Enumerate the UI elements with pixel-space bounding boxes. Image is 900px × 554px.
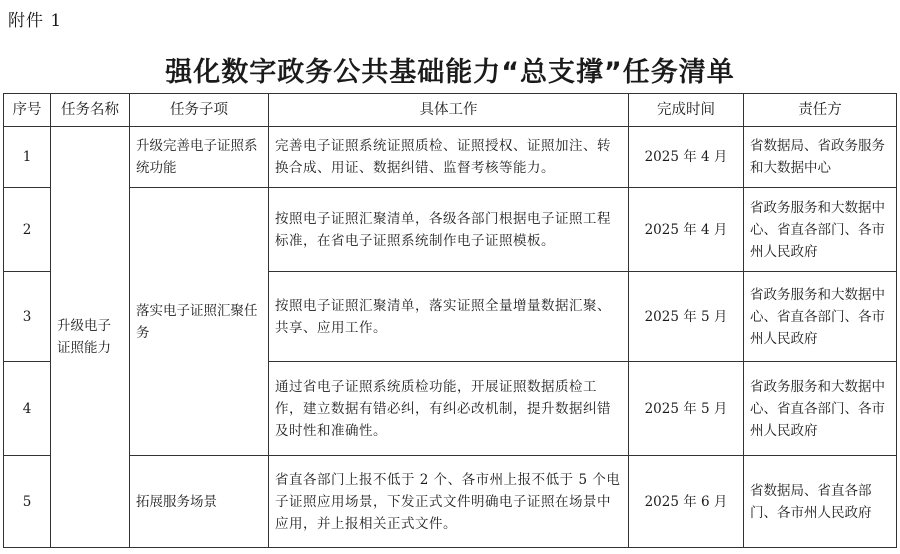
header-work: 具体工作 bbox=[269, 94, 629, 127]
header-task-name: 任务名称 bbox=[51, 94, 130, 127]
row-number: 4 bbox=[4, 362, 51, 456]
work-cell: 按照电子证照汇聚清单，落实证照全量增量数据汇聚、共享、应用工作。 bbox=[269, 272, 629, 362]
deadline-cell: 2025 年 5 月 bbox=[629, 272, 744, 362]
table-row bbox=[4, 127, 897, 188]
work-cell: 按照电子证照汇聚清单，各级各部门根据电子证照工程标准，在省电子证照系统制作电子证照模板。 bbox=[269, 188, 629, 272]
row-number: 2 bbox=[4, 188, 51, 272]
task-list-table bbox=[3, 93, 897, 548]
table-row bbox=[4, 456, 897, 548]
attachment-label: 附件 1 bbox=[8, 11, 63, 31]
row-number: 5 bbox=[4, 456, 51, 548]
work-cell: 完善电子证照系统证照质检、证照授权、证照加注、转换合成、用证、数据纠错、监督考核等能力。 bbox=[269, 127, 629, 188]
header-owner: 责任方 bbox=[744, 94, 897, 127]
subtask-cell: 落实电子证照汇聚任务 bbox=[130, 188, 269, 456]
table-header-row bbox=[4, 94, 897, 127]
header-deadline: 完成时间 bbox=[629, 94, 744, 127]
subtask-cell: 升级完善电子证照系统功能 bbox=[130, 127, 269, 188]
owner-cell: 省政务服务和大数据中心、省直各部门、各市州人民政府 bbox=[744, 272, 897, 362]
header-serial: 序号 bbox=[4, 94, 51, 127]
deadline-cell: 2025 年 4 月 bbox=[629, 127, 744, 188]
owner-cell: 省数据局、省政务服务和大数据中心 bbox=[744, 127, 897, 188]
owner-cell: 省政务服务和大数据中心、省直各部门、各市州人民政府 bbox=[744, 362, 897, 456]
work-cell: 通过省电子证照系统质检功能，开展证照数据质检工作，建立数据有错必纠，有纠必改机制，提升数据纠错及时性和准确性。 bbox=[269, 362, 629, 456]
owner-cell: 省政务服务和大数据中心、省直各部门、各市州人民政府 bbox=[744, 188, 897, 272]
deadline-cell: 2025 年 4 月 bbox=[629, 188, 744, 272]
document-title: 强化数字政务公共基础能力“总支撑”任务清单 bbox=[165, 57, 735, 88]
owner-cell: 省数据局、省直各部门、各市州人民政府 bbox=[744, 456, 897, 548]
deadline-cell: 2025 年 5 月 bbox=[629, 362, 744, 456]
header-subtask: 任务子项 bbox=[130, 94, 269, 127]
row-number: 3 bbox=[4, 272, 51, 362]
deadline-cell: 2025 年 6 月 bbox=[629, 456, 744, 548]
table-row bbox=[4, 188, 897, 272]
row-number: 1 bbox=[4, 127, 51, 188]
subtask-cell: 拓展服务场景 bbox=[130, 456, 269, 548]
task-name-cell: 升级电子证照能力 bbox=[51, 127, 130, 548]
work-cell: 省直各部门上报不低于 2 个、各市州上报不低于 5 个电子证照应用场景，下发正式文件明确电子证照在场景中应用，并上报相关正式文件。 bbox=[269, 456, 629, 548]
